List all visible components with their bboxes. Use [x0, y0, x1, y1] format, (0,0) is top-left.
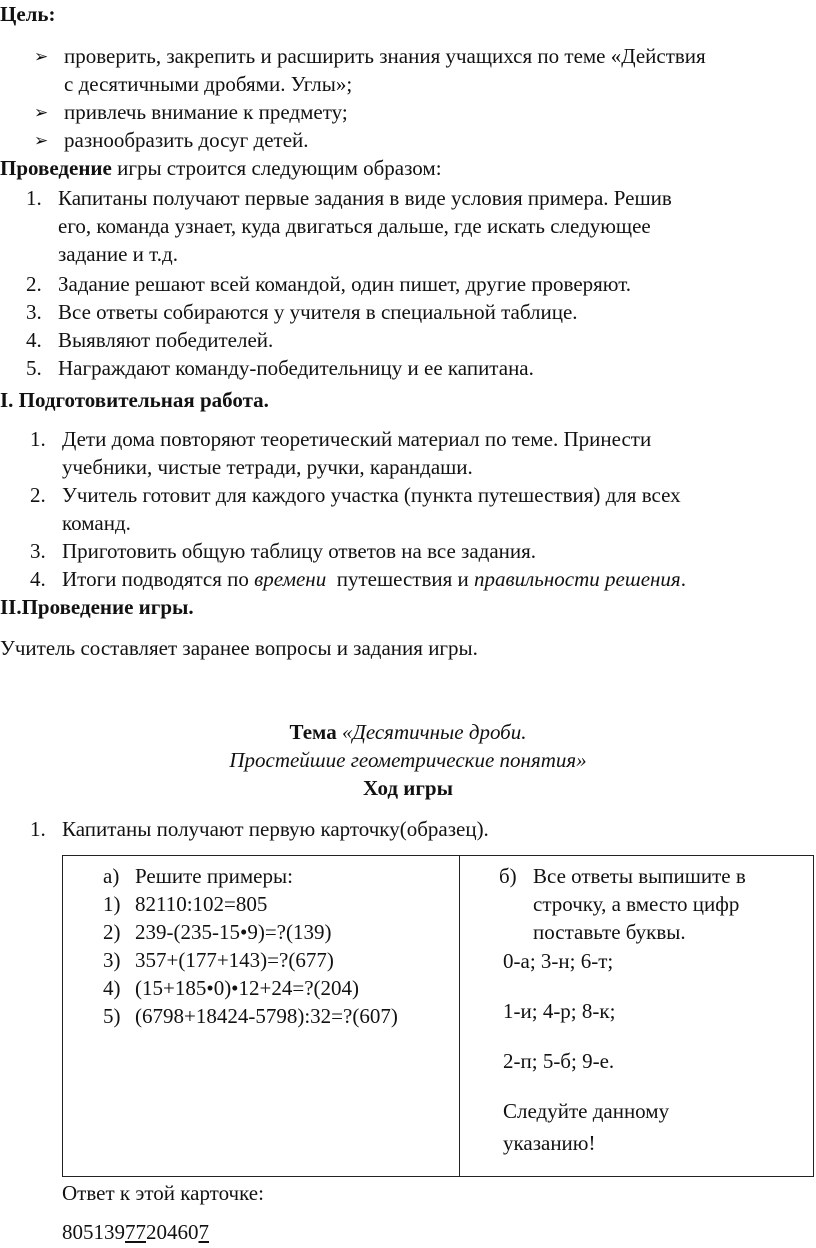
- goal-item-1-line1: проверить, закрепить и расширить знания учащихся по теме «Действия: [64, 44, 706, 68]
- card-ex-4: (15+185•0)•12+24=?(204): [135, 976, 360, 1000]
- prep-num-3: 3.: [30, 539, 46, 563]
- theme-bold: Тема: [289, 720, 337, 744]
- card-follow-2: указанию!: [503, 1131, 596, 1155]
- game-intro: Учитель составляет заранее вопросы и задания игры.: [0, 636, 478, 660]
- answer-part-1: 805139: [62, 1220, 125, 1244]
- card-ex-num-3: 3): [103, 948, 121, 972]
- sample-card: [62, 855, 814, 1177]
- prep-item-4-post: .: [680, 567, 686, 591]
- card-right-line-2: строчку, а вместо цифр: [533, 892, 740, 916]
- goal-item-3: разнообразить досуг детей.: [64, 128, 309, 152]
- prep-item-4-pre: Итоги подводятся по: [62, 567, 255, 591]
- card-divider: [459, 856, 460, 1176]
- course-heading: Ход игры: [363, 776, 453, 800]
- card-ex-num-2: 2): [103, 920, 121, 944]
- answer-value: [62, 1220, 209, 1245]
- prep-item-4-time: времени: [254, 567, 327, 591]
- prep-item-1-line1: Дети дома повторяют теоретический материал по теме. Принести: [62, 427, 652, 451]
- conduct-item-5: Награждают команду-победительницу и ее капитана.: [58, 356, 534, 380]
- conduct-item-1-line3: задание и т.д.: [58, 242, 178, 266]
- theme-italic-1: «Десятичные дроби.: [336, 720, 527, 744]
- conduct-intro-rest: игры строится следующим образом:: [111, 156, 442, 180]
- prep-num-2: 2.: [30, 483, 46, 507]
- card-follow-1: Следуйте данному: [503, 1099, 670, 1123]
- arrow-bullet-icon: ➢: [34, 131, 49, 151]
- card-key-2: 1-и; 4-р; 8-к;: [503, 999, 616, 1023]
- card-ex-2: 239-(235-15•9)=?(139): [135, 920, 332, 944]
- conduct-num-5: 5.: [26, 356, 42, 380]
- goal-heading: Цель:: [0, 2, 56, 26]
- card-right-line-1: Все ответы выпишите в: [533, 864, 746, 888]
- conduct-item-3: Все ответы собираются у учителя в специальной таблице.: [58, 300, 578, 324]
- conduct-num-4: 4.: [26, 328, 42, 352]
- prep-heading: I. Подготовительная работа.: [0, 388, 269, 412]
- card-right-marker: б): [499, 864, 517, 888]
- prep-item-2-line2: команд.: [62, 511, 131, 535]
- card-key-1: 0-а; 3-н; 6-т;: [503, 949, 614, 973]
- prep-item-2-line1: Учитель готовит для каждого участка (пункта путешествия) для всех: [62, 483, 681, 507]
- conduct-item-1-line1: Капитаны получают первые задания в виде условия примера. Решив: [58, 186, 672, 210]
- answer-part-4: 7: [198, 1220, 209, 1244]
- card-ex-5: (6798+18424-5798):32=?(607): [135, 1004, 398, 1028]
- prep-item-1-line2: учебники, чистые тетради, ручки, карандаши.: [62, 455, 473, 479]
- prep-item-4-correctness: правильности решения: [474, 567, 681, 591]
- conduct-num-2: 2.: [26, 272, 42, 296]
- arrow-bullet-icon: ➢: [34, 103, 49, 123]
- card-ex-3: 357+(177+143)=?(677): [135, 948, 334, 972]
- game-heading: II.Проведение игры.: [0, 595, 194, 619]
- card-ex-num-1: 1): [103, 892, 121, 916]
- goal-item-1-line2: с десятичными дробями. Углы»;: [64, 72, 353, 96]
- conduct-item-2: Задание решают всей командой, один пишет, другие проверяют.: [58, 272, 632, 296]
- step-text: Капитаны получают первую карточку(образец).: [62, 817, 489, 841]
- prep-item-4-mid: путешествия и: [326, 567, 475, 591]
- answer-label: Ответ к этой карточке:: [62, 1181, 264, 1205]
- conduct-intro-bold: Проведение: [0, 156, 112, 180]
- card-left-title: Решите примеры:: [135, 864, 293, 888]
- conduct-intro: [0, 156, 442, 181]
- prep-num-1: 1.: [30, 427, 46, 451]
- card-right-line-3: поставьте буквы.: [533, 920, 686, 944]
- theme-line-2: Простейшие геометрические понятия»: [229, 748, 587, 772]
- card-ex-num-5: 5): [103, 1004, 121, 1028]
- prep-item-4: [62, 567, 686, 592]
- answer-part-2: 77: [125, 1220, 146, 1244]
- conduct-item-1-line2: его, команда узнает, куда двигаться дальше, где искать следующее: [58, 214, 651, 238]
- conduct-num-3: 3.: [26, 300, 42, 324]
- prep-item-3: Приготовить общую таблицу ответов на все задания.: [62, 539, 537, 563]
- answer-part-3: 20460: [146, 1220, 199, 1244]
- card-ex-num-4: 4): [103, 976, 121, 1000]
- arrow-bullet-icon: ➢: [34, 47, 49, 67]
- goal-item-2: привлечь внимание к предмету;: [64, 100, 348, 124]
- card-ex-1: 82110:102=805: [135, 892, 268, 916]
- card-key-3: 2-п; 5-б; 9-е.: [503, 1049, 615, 1073]
- prep-num-4: 4.: [30, 567, 46, 591]
- conduct-item-4: Выявляют победителей.: [58, 328, 274, 352]
- theme-line-1: [0, 720, 816, 745]
- step-num: 1.: [30, 817, 46, 841]
- card-left-marker: а): [103, 864, 120, 888]
- conduct-num-1: 1.: [26, 186, 42, 210]
